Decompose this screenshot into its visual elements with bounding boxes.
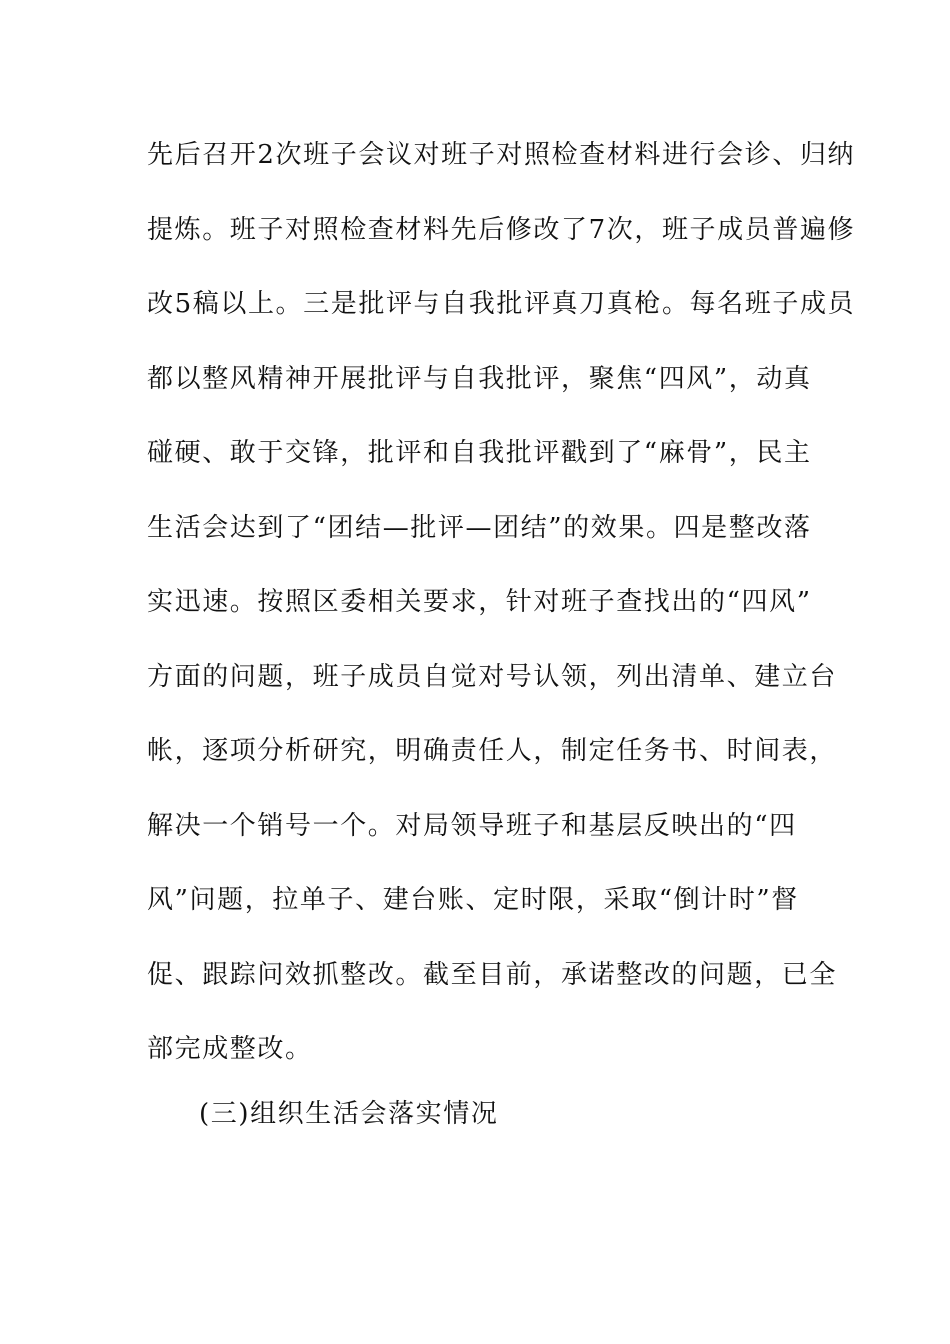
section-heading: (三)组织生活会落实情况 bbox=[199, 1099, 499, 1129]
paragraph-line-2: 提炼。班子对照检查材料先后修改了7次，班子成员普遍修 bbox=[147, 214, 856, 245]
paragraph-line-8: 方面的问题，班子成员自觉对号认领，列出清单、建立台 bbox=[147, 661, 838, 692]
paragraph-line-7: 实迅速。按照区委相关要求，针对班子查找出的“四风” bbox=[147, 587, 812, 617]
paragraph-line-5: 碰硬、敢于交锋，批评和自我批评戳到了“麻骨”，民主 bbox=[147, 438, 812, 468]
paragraph-line-3: 改5稿以上。三是批评与自我批评真刀真枪。每名班子成员 bbox=[147, 289, 856, 319]
paragraph-line-1: 先后召开2次班子会议对班子对照检查材料进行会诊、归纳 bbox=[147, 140, 856, 170]
paragraph-line-12: 促、跟踪问效抓整改。截至目前，承诺整改的问题，已全 bbox=[147, 959, 838, 990]
paragraph-line-9: 帐，逐项分析研究，明确责任人，制定任务书、时间表， bbox=[147, 736, 838, 766]
paragraph-line-11: 风”问题，拉单子、建台账、定时限，采取“倒计时”督 bbox=[147, 885, 799, 915]
paragraph-line-10: 解决一个销号一个。对局领导班子和基层反映出的“四 bbox=[147, 810, 797, 841]
body-paragraph bbox=[147, 132, 856, 1101]
paragraph-line-13: 部完成整改。 bbox=[147, 1034, 313, 1064]
paragraph-line-4: 都以整风精神开展批评与自我批评，聚焦“四风”，动真 bbox=[147, 363, 812, 394]
paragraph-line-6: 生活会达到了“团结—批评—团结”的效果。四是整改落 bbox=[147, 512, 812, 543]
